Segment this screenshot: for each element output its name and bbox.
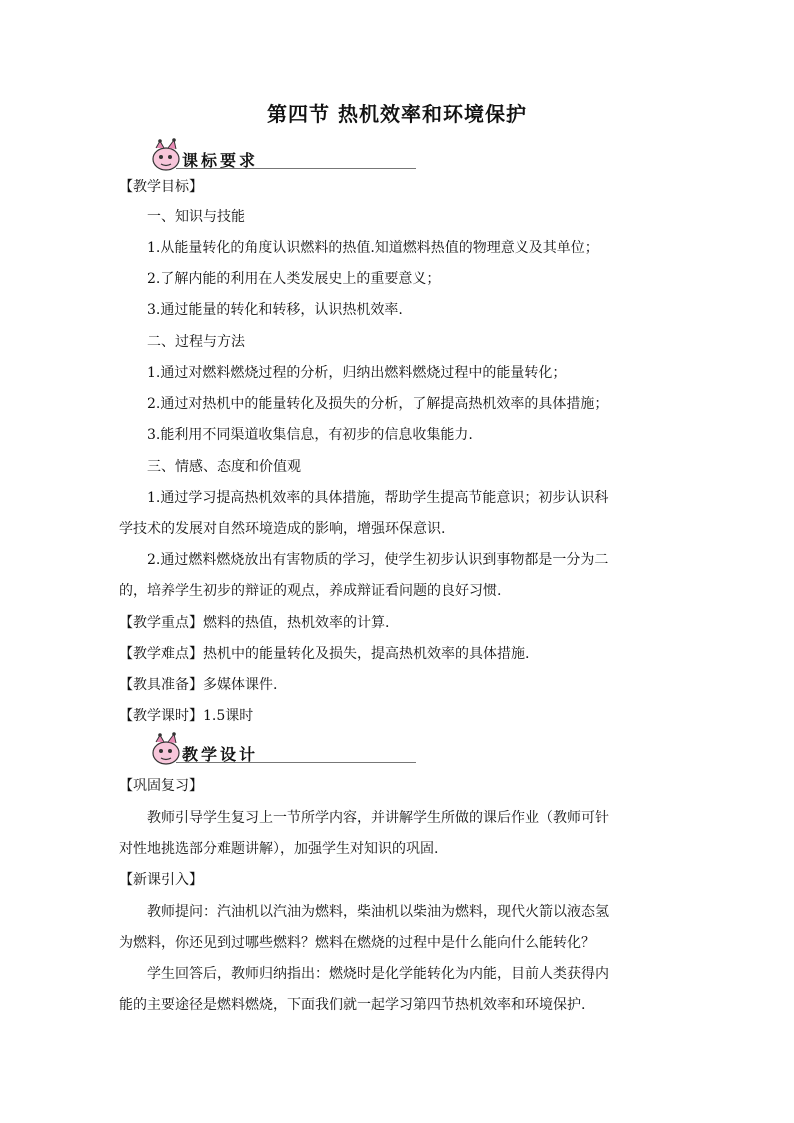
page-title: 第四节 热机效率和环境保护 xyxy=(267,102,527,126)
teaching-tools: 【教具准备】多媒体课件. xyxy=(119,677,278,693)
section-badge-design xyxy=(148,732,268,766)
pencil-mascot-icon xyxy=(148,138,184,172)
badge-label: 教学设计 xyxy=(182,745,259,764)
text-line: 能的主要途径是燃料燃烧，下面我们就一起学习第四节热机效率和环境保护. xyxy=(119,997,586,1013)
class-hours: 【教学课时】1.5课时 xyxy=(119,708,254,724)
text-line: 教师引导学生复习上一节所学内容，并讲解学生所做的课后作业（教师可针 xyxy=(147,810,609,826)
text-line: 的，培养学生初步的辩证的观点，养成辩证看问题的良好习惯. xyxy=(119,583,502,599)
review-heading: 【巩固复习】 xyxy=(119,778,203,794)
section3-heading: 三、情感、态度和价值观 xyxy=(147,459,301,475)
text-line: 教师提问：汽油机以汽油为燃料，柴油机以柴油为燃料，现代火箭以液态氢 xyxy=(147,904,609,920)
text-line: 1.通过学习提高热机效率的具体措施，帮助学生提高节能意识；初步认识科 xyxy=(147,490,609,506)
text-line: 对性地挑选部分难题讲解），加强学生对知识的巩固. xyxy=(119,841,439,857)
key-points: 【教学重点】燃料的热值，热机效率的计算. xyxy=(119,615,390,631)
badge-underline xyxy=(176,168,416,169)
intro-heading: 【新课引入】 xyxy=(119,872,203,888)
section2-heading: 二、过程与方法 xyxy=(147,334,245,350)
text-line: 2.通过燃料燃烧放出有害物质的学习，使学生初步认识到事物都是一分为二 xyxy=(147,552,609,568)
text-line: 1.通过对燃料燃烧过程的分析，归纳出燃料燃烧过程中的能量转化； xyxy=(147,365,567,381)
section1-heading: 一、知识与技能 xyxy=(147,209,245,225)
text-line: 学生回答后，教师归纳指出：燃烧时是化学能转化为内能，目前人类获得内 xyxy=(147,966,609,982)
text-line: 3.通过能量的转化和转移，认识热机效率. xyxy=(147,302,403,318)
goals-heading: 【教学目标】 xyxy=(119,179,203,195)
text-line: 2.通过对热机中的能量转化及损失的分析，了解提高热机效率的具体措施； xyxy=(147,396,609,412)
text-line: 3.能利用不同渠道收集信息，有初步的信息收集能力. xyxy=(147,427,473,443)
difficult-points: 【教学难点】热机中的能量转化及损失，提高热机效率的具体措施. xyxy=(119,646,530,662)
text-line: 1.从能量转化的角度认识燃料的热值.知道燃料热值的物理意义及其单位； xyxy=(147,240,599,256)
section-badge-requirements xyxy=(148,138,268,172)
text-line: 为燃料，你还见到过哪些燃料？燃料在燃烧的过程中是什么能向什么能转化？ xyxy=(119,935,595,951)
text-line: 2.了解内能的利用在人类发展史上的重要意义； xyxy=(147,271,441,287)
text-line: 学技术的发展对自然环境造成的影响，增强环保意识. xyxy=(119,521,446,537)
pencil-mascot-icon xyxy=(148,732,184,766)
badge-label: 课标要求 xyxy=(182,151,259,170)
badge-underline xyxy=(176,762,416,763)
